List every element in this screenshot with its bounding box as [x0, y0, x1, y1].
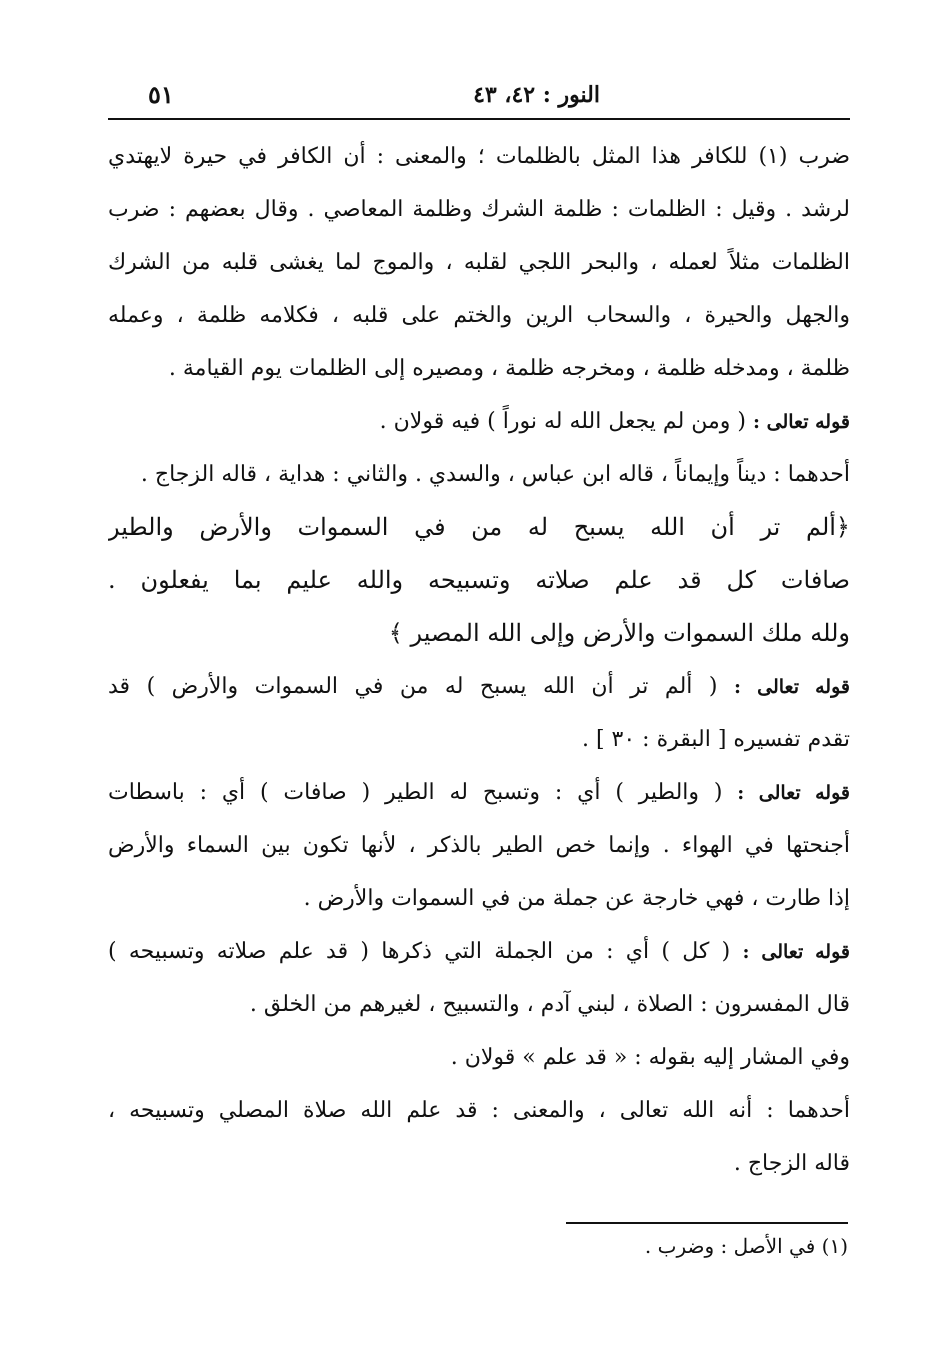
- keyword-label: قوله تعالى :: [737, 782, 850, 804]
- text-line: أحدهما : أنه الله تعالى ، والمعنى : قد علم الله صلاة المصلي وتسبيحه ،: [108, 1098, 850, 1123]
- paragraph: [108, 395, 850, 448]
- text-line: أحدهما : ديناً وإيماناً ، قاله ابن عباس ، والسدي . والثاني : هداية ، قاله الزجاج .: [140, 462, 850, 487]
- paragraph: [108, 1084, 850, 1190]
- text-line: [108, 766, 850, 819]
- keyword-label: قوله تعالى :: [742, 941, 850, 963]
- paragraph: [108, 1031, 850, 1084]
- text-line: تقدم تفسيره [ البقرة : ٣٠ ] .: [581, 727, 850, 752]
- text-line: ظلمة ، ومدخله ظلمة ، ومخرجه ظلمة ، ومصيره إلى الظلمات يوم القيامة .: [168, 356, 850, 381]
- text-line: لرشد . وقيل : الظلمات : ظلمة الشرك وظلمة المعاصي . وقال بعضهم : ضرب: [108, 197, 850, 222]
- quran-line: صافات كل قد علم صلاته وتسبيحه والله عليم بما يفعلون .: [108, 566, 850, 594]
- text-line: أجنحتها في الهواء . وإنما خص الطير بالذكر ، لأنها تكون بين السماء والأرض: [108, 833, 850, 858]
- keyword-label: قوله تعالى :: [753, 411, 850, 433]
- text-span: ( كل ) أي : من الجملة التي ذكرها ( قد علم صلاته وتسبيحه ): [108, 939, 731, 964]
- text-line: الظلمات مثلاً لعمله ، والبحر اللجي لقلبه ، والموج لما يغشى قلبه من الشرك: [108, 250, 850, 275]
- text-line: إذا طارت ، فهي خارجة عن جملة من في السموات والأرض .: [303, 886, 850, 911]
- text-line: [108, 925, 850, 978]
- text-line: [108, 395, 850, 448]
- running-title: النور : ٤٢، ٤٣: [473, 82, 600, 108]
- footnote-divider: [566, 1222, 848, 1224]
- paragraph: [108, 130, 850, 395]
- quran-line: ﴿ألم تر أن الله يسبح له من في السموات والأرض والطير: [108, 513, 850, 541]
- paragraph: [108, 925, 850, 978]
- text-line: قاله الزجاج .: [733, 1151, 850, 1176]
- paragraph: [108, 766, 850, 925]
- text-line: وفي المشار إليه بقوله : « قد علم » قولان .: [450, 1045, 850, 1070]
- footnote: (١) في الأصل : وضرب .: [644, 1234, 848, 1258]
- keyword-label: قوله تعالى :: [733, 676, 850, 698]
- paragraph: [108, 660, 850, 766]
- paragraph: [108, 448, 850, 501]
- text-line: والجهل والحيرة ، والسحاب الرين والختم على قلبه ، فكلامه ظلمة ، وعمله: [108, 303, 850, 328]
- page-number: ٥١: [148, 80, 174, 109]
- text-line: ضرب (١) للكافر هذا المثل بالظلمات ؛ والمعنى : أن الكافر في حيرة لايهتدي: [108, 144, 850, 169]
- body-text: [108, 130, 850, 1190]
- text-line: قال المفسرون : الصلاة ، لبني آدم ، والتسبيح ، لغيرهم من الخلق .: [249, 992, 850, 1017]
- paragraph: [108, 978, 850, 1031]
- text-span: ( والطير ) أي : وتسبح له الطير ( صافات ) أي : باسطات: [108, 780, 723, 805]
- text-span: ( ومن لم يجعل الله له نوراً ) فيه قولان .: [379, 409, 746, 434]
- text-line: [108, 660, 850, 713]
- text-span: ( ألم تر أن الله يسبح له من في السموات والأرض ) قد: [108, 674, 718, 699]
- quran-line: ولله ملك السموات والأرض وإلى الله المصير ﴾: [388, 619, 850, 647]
- quran-block: [108, 501, 850, 660]
- page-header: [108, 78, 850, 120]
